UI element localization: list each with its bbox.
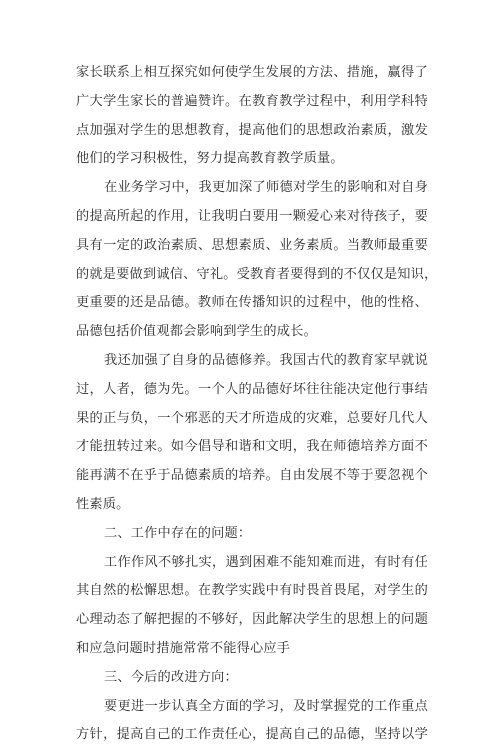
text-line: 品德包括价值观都会影响到学生的成长。	[76, 324, 317, 340]
paragraph-first-line: 在业务学习中，我更加深了师德对学生的影响和对自身	[104, 180, 428, 196]
text-line: 点加强对学生的思想教育，提高他们的思想政治素质，激发	[76, 122, 428, 138]
text-line: 其自然的松懈思想。在教学实践中有时畏首畏尾，对学生的	[76, 583, 428, 599]
text-line: 和应急问题时措施常常不能得心应手	[76, 640, 291, 656]
text-line: 过，人者，德为先。一个人的品德好坏往往能决定他行事结	[76, 381, 428, 397]
text-line: 他们的学习积极性，努力提高教育教学质量。	[76, 151, 344, 167]
text-line: 能再满不在乎于品德素质的培养。自由发展不等于要忽视个	[76, 468, 428, 484]
text-line: 方针，提高自己的工作责任心，提高自己的品德，坚持以学	[76, 727, 428, 743]
section-heading: 三、今后的改进方向：	[104, 669, 238, 685]
text-line: 具有一定的政治素质、思想素质、业务素质。当教师最重要	[76, 237, 428, 253]
paragraph-first-line: 要更进一步认真全方面的学习，及时掌握党的工作重点	[104, 698, 428, 714]
paragraph-first-line: 我还加强了自身的品德修养。我国古代的教育家早就说	[104, 352, 428, 368]
text-line: 家长联系上相互探究如何使学生发展的方法、措施，赢得了	[76, 65, 428, 80]
text-line: 广大学生家长的普遍赞许。在教育教学过程中，利用学科特	[76, 93, 428, 109]
text-line: 的就是要做到诚信、守礼。受教育者要得到的不仅仅是知识，	[76, 266, 438, 282]
text-line: 性素质。	[76, 496, 130, 512]
text-line: 更重要的还是品德。教师在传播知识的过程中，他的性格、	[76, 295, 428, 311]
text-line: 心理动态了解把握的不够好，因此解决学生的思想上的问题	[76, 612, 428, 628]
section-heading: 二、工作中存在的问题：	[104, 525, 252, 541]
document-body	[76, 59, 438, 750]
text-line: 的提高所起的作用，让我明白要用一颗爱心来对待孩子，要	[76, 208, 428, 224]
paragraph-first-line: 工作作风不够扎实，遇到困难不能知难而进，有时有任	[104, 554, 428, 570]
text-line: 果的正与负，一个邪恶的天才所造成的灾难，总要好几代人	[76, 410, 428, 426]
text-line: 才能扭转过来。如今倡导和谐和文明，我在师德培养方面不	[76, 439, 428, 455]
